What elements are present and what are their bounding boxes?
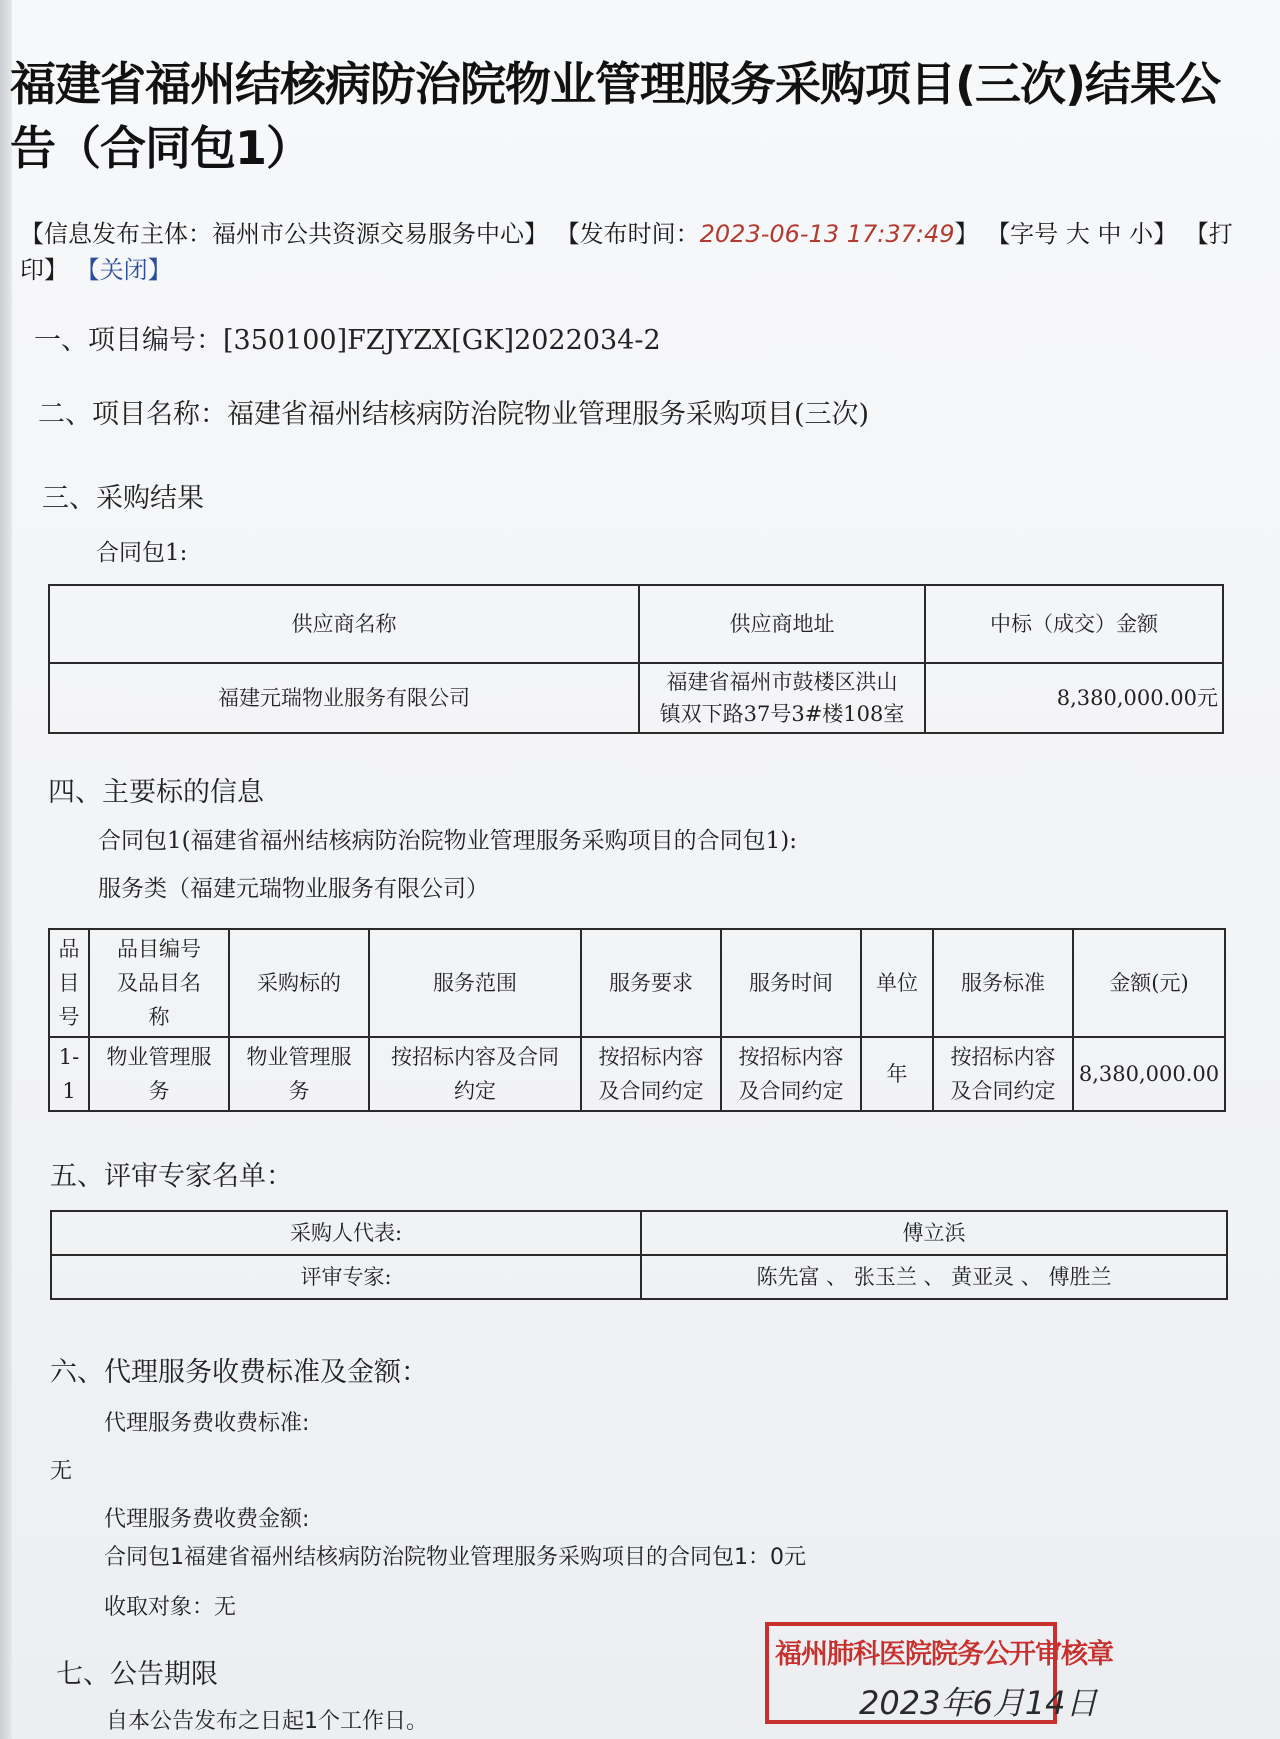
section-notice-period-heading: 七、公告期限 (56, 1659, 218, 1690)
notice-period-text: 自本公告发布之日起1个工作日。 (106, 1709, 428, 1734)
item-code (89, 1037, 229, 1111)
header-requirement: 服务要求 (581, 929, 721, 1037)
publisher: 福州市公共资源交易服务中心 (212, 220, 524, 248)
cell-text: 按招标内容 (738, 1045, 844, 1069)
header-service-time: 服务时间 (721, 929, 861, 1037)
close-link[interactable]: 【关闭】 (75, 256, 172, 284)
page-title: 福建省福州结核病防治院物业管理服务采购项目(三次)结果公告（合同包1） (10, 57, 1221, 175)
publish-time: 2023-06-13 17:37:49 (699, 220, 955, 248)
section-main-subject-heading: 四、主要标的信息 (48, 777, 264, 808)
item-requirement (581, 1037, 721, 1111)
meta-bar (20, 216, 1250, 288)
item-service-time (721, 1037, 861, 1111)
section-project-number: 一、项目编号：[350100]FZJYZX[GK]2022034-2 (34, 325, 661, 356)
item-target (229, 1037, 369, 1111)
stamp-text: 福州肺科医院院务公开审核章 (775, 1639, 1113, 1670)
cell-text: 约定 (454, 1079, 496, 1103)
expert-names: 陈先富 、 张玉兰 、 黄亚灵 、 傅胜兰 (641, 1255, 1227, 1299)
table-row (49, 1037, 1225, 1111)
section-project-name: 二、项目名称：福建省福州结核病防治院物业管理服务采购项目(三次) (38, 399, 870, 430)
header-item-no (49, 929, 89, 1037)
table-row (51, 1255, 1227, 1299)
cell-text: 1- (58, 1045, 80, 1069)
publisher-label: 【信息发布主体： (20, 220, 212, 248)
header-amount: 金额(元) (1073, 929, 1225, 1037)
page-edge (0, 0, 12, 1739)
item-table (48, 928, 1226, 1112)
cell-text: 及合同约定 (738, 1079, 844, 1103)
fee-target: 收取对象：无 (104, 1595, 237, 1620)
header-scope: 服务范围 (369, 929, 581, 1037)
table-row (51, 1211, 1227, 1255)
time-close: 】 (954, 220, 979, 248)
header-item-code (89, 929, 229, 1037)
fee-standard-value: 无 (50, 1459, 73, 1484)
cell-text: 物业管理服 (246, 1045, 352, 1069)
address-line-1: 福建省福州市鼓楼区洪山 (666, 670, 898, 694)
item-amount: 8,380,000.00 (1073, 1037, 1225, 1111)
header-text: 号 (58, 1005, 80, 1029)
publisher-close: 】 (524, 220, 548, 248)
fee-amount-label: 代理服务费收费金额: (104, 1507, 310, 1532)
cell-text: 务 (148, 1079, 170, 1103)
header-standard: 服务标准 (933, 929, 1073, 1037)
table-row (49, 663, 1223, 733)
print-link[interactable]: 【打印】 (20, 220, 1233, 284)
table-header-row (49, 585, 1223, 663)
item-no (49, 1037, 89, 1111)
section-result-heading: 三、采购结果 (42, 483, 204, 514)
address-line-2: 镇双下路37号3#楼108室 (659, 702, 905, 726)
rep-name: 傅立浜 (641, 1211, 1227, 1255)
subject-package: 合同包1(福建省福州结核病防治院物业管理服务采购项目的合同包1): (98, 828, 797, 854)
header-unit: 单位 (861, 929, 933, 1037)
header-text: 品 (58, 937, 80, 961)
header-text: 称 (148, 1005, 170, 1029)
font-size-switch[interactable]: 【字号 大 中 小】 (986, 220, 1178, 248)
cell-text: 按招标内容 (598, 1045, 704, 1069)
cell-text: 按招标内容 (950, 1045, 1056, 1069)
result-table (48, 584, 1224, 734)
header-text: 目 (58, 971, 80, 995)
item-standard (933, 1037, 1073, 1111)
cell-text: 物业管理服 (106, 1045, 212, 1069)
section-experts-heading: 五、评审专家名单： (50, 1161, 293, 1192)
section-agency-fee-heading: 六、代理服务收费标准及金额： (50, 1357, 428, 1388)
cell-text: 及合同约定 (598, 1079, 704, 1103)
expert-label: 评审专家: (51, 1255, 641, 1299)
stamp-date: 2023年6月14日 (859, 1684, 1098, 1722)
cell-text: 按招标内容及合同 (391, 1045, 559, 1069)
result-package-label: 合同包1: (96, 540, 188, 566)
supplier-name: 福建元瑞物业服务有限公司 (49, 663, 639, 733)
rep-label: 采购人代表: (51, 1211, 641, 1255)
table-header-row (49, 929, 1225, 1037)
fee-amount-value: 合同包1福建省福州结核病防治院物业管理服务采购项目的合同包1：0元 (104, 1545, 806, 1570)
header-supplier-name: 供应商名称 (49, 585, 639, 663)
header-text: 品目编号 (117, 937, 201, 961)
cell-text: 1 (62, 1079, 76, 1103)
expert-table (50, 1210, 1228, 1300)
header-target: 采购标的 (229, 929, 369, 1037)
supplier-address (639, 663, 925, 733)
time-label: 【发布时间： (555, 220, 700, 248)
award-amount: 8,380,000.00元 (925, 663, 1223, 733)
header-supplier-address: 供应商地址 (639, 585, 925, 663)
item-unit: 年 (861, 1037, 933, 1111)
review-stamp (765, 1622, 1113, 1724)
header-amount: 中标（成交）金额 (925, 585, 1223, 663)
cell-text: 务 (288, 1079, 310, 1103)
subject-type: 服务类（福建元瑞物业服务有限公司） (98, 876, 489, 902)
cell-text: 及合同约定 (950, 1079, 1056, 1103)
item-scope (369, 1037, 581, 1111)
fee-standard-label: 代理服务费收费标准: (104, 1411, 310, 1436)
header-text: 及品目名 (117, 971, 201, 995)
